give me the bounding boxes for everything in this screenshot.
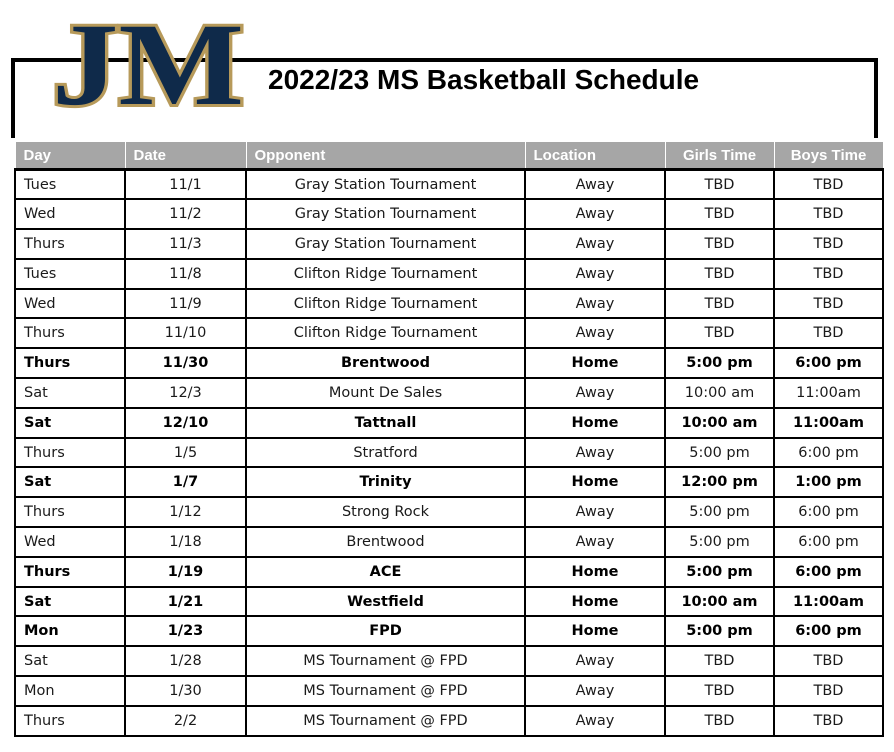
opponent-cell: Brentwood <box>246 348 525 378</box>
location-cell: Away <box>525 438 665 468</box>
day-cell: Wed <box>15 199 125 229</box>
girls-time-cell: TBD <box>665 318 774 348</box>
girls-time-cell: 5:00 pm <box>665 557 774 587</box>
boys-time-cell: 6:00 pm <box>774 438 883 468</box>
boys-time-cell: 1:00 pm <box>774 467 883 497</box>
table-row <box>15 676 883 706</box>
location-cell: Away <box>525 318 665 348</box>
column-header-location: Location <box>525 142 665 170</box>
opponent-cell: Gray Station Tournament <box>246 170 525 200</box>
day-cell: Wed <box>15 289 125 319</box>
girls-time-cell: TBD <box>665 706 774 736</box>
school-logo <box>48 6 248 116</box>
girls-time-cell: 12:00 pm <box>665 467 774 497</box>
table-row <box>15 497 883 527</box>
opponent-cell: FPD <box>246 616 525 646</box>
opponent-cell: Westfield <box>246 587 525 617</box>
boys-time-cell: TBD <box>774 706 883 736</box>
day-cell: Mon <box>15 616 125 646</box>
boys-time-cell: 6:00 pm <box>774 557 883 587</box>
day-cell: Tues <box>15 259 125 289</box>
girls-time-cell: 5:00 pm <box>665 527 774 557</box>
date-cell: 1/19 <box>125 557 246 587</box>
location-cell: Away <box>525 289 665 319</box>
table-row <box>15 378 883 408</box>
opponent-cell: Gray Station Tournament <box>246 199 525 229</box>
girls-time-cell: TBD <box>665 259 774 289</box>
boys-time-cell: 6:00 pm <box>774 497 883 527</box>
girls-time-cell: 5:00 pm <box>665 438 774 468</box>
date-cell: 11/30 <box>125 348 246 378</box>
location-cell: Away <box>525 706 665 736</box>
column-header-day: Day <box>15 142 125 170</box>
opponent-cell: Trinity <box>246 467 525 497</box>
opponent-cell: Gray Station Tournament <box>246 229 525 259</box>
table-row <box>15 616 883 646</box>
girls-time-cell: 5:00 pm <box>665 348 774 378</box>
day-cell: Sat <box>15 408 125 438</box>
location-cell: Away <box>525 170 665 200</box>
boys-time-cell: 6:00 pm <box>774 616 883 646</box>
table-row <box>15 408 883 438</box>
location-cell: Away <box>525 527 665 557</box>
schedule-table <box>14 141 884 737</box>
table-row <box>15 318 883 348</box>
location-cell: Home <box>525 557 665 587</box>
boys-time-cell: TBD <box>774 229 883 259</box>
location-cell: Home <box>525 467 665 497</box>
location-cell: Home <box>525 587 665 617</box>
boys-time-cell: 11:00am <box>774 408 883 438</box>
girls-time-cell: 10:00 am <box>665 378 774 408</box>
date-cell: 12/10 <box>125 408 246 438</box>
boys-time-cell: TBD <box>774 170 883 200</box>
day-cell: Mon <box>15 676 125 706</box>
date-cell: 1/12 <box>125 497 246 527</box>
boys-time-cell: TBD <box>774 318 883 348</box>
girls-time-cell: TBD <box>665 170 774 200</box>
date-cell: 11/1 <box>125 170 246 200</box>
opponent-cell: Strong Rock <box>246 497 525 527</box>
girls-time-cell: 5:00 pm <box>665 497 774 527</box>
header-row <box>15 142 883 170</box>
day-cell: Thurs <box>15 557 125 587</box>
table-row <box>15 199 883 229</box>
location-cell: Home <box>525 408 665 438</box>
boys-time-cell: TBD <box>774 676 883 706</box>
table-row <box>15 438 883 468</box>
table-row <box>15 706 883 736</box>
opponent-cell: Tattnall <box>246 408 525 438</box>
girls-time-cell: TBD <box>665 676 774 706</box>
girls-time-cell: TBD <box>665 229 774 259</box>
table-row <box>15 289 883 319</box>
opponent-cell: MS Tournament @ FPD <box>246 706 525 736</box>
location-cell: Away <box>525 259 665 289</box>
day-cell: Thurs <box>15 348 125 378</box>
location-cell: Away <box>525 646 665 676</box>
column-header-opponent: Opponent <box>246 142 525 170</box>
table-row <box>15 229 883 259</box>
girls-time-cell: 10:00 am <box>665 408 774 438</box>
table-row <box>15 170 883 200</box>
column-header-date: Date <box>125 142 246 170</box>
table-row <box>15 467 883 497</box>
boys-time-cell: TBD <box>774 646 883 676</box>
date-cell: 2/2 <box>125 706 246 736</box>
day-cell: Sat <box>15 378 125 408</box>
boys-time-cell: 11:00am <box>774 378 883 408</box>
date-cell: 1/30 <box>125 676 246 706</box>
date-cell: 1/23 <box>125 616 246 646</box>
day-cell: Thurs <box>15 706 125 736</box>
date-cell: 11/2 <box>125 199 246 229</box>
location-cell: Home <box>525 348 665 378</box>
girls-time-cell: TBD <box>665 199 774 229</box>
day-cell: Wed <box>15 527 125 557</box>
school-logo-text: JM <box>52 6 245 116</box>
date-cell: 1/18 <box>125 527 246 557</box>
column-header-boys-time: Boys Time <box>774 142 883 170</box>
opponent-cell: MS Tournament @ FPD <box>246 676 525 706</box>
date-cell: 1/7 <box>125 467 246 497</box>
opponent-cell: MS Tournament @ FPD <box>246 646 525 676</box>
date-cell: 1/21 <box>125 587 246 617</box>
date-cell: 11/10 <box>125 318 246 348</box>
day-cell: Thurs <box>15 438 125 468</box>
boys-time-cell: TBD <box>774 259 883 289</box>
table-row <box>15 348 883 378</box>
table-row <box>15 259 883 289</box>
date-cell: 11/9 <box>125 289 246 319</box>
location-cell: Away <box>525 378 665 408</box>
boys-time-cell: 11:00am <box>774 587 883 617</box>
table-row <box>15 557 883 587</box>
boys-time-cell: 6:00 pm <box>774 527 883 557</box>
date-cell: 1/5 <box>125 438 246 468</box>
location-cell: Away <box>525 497 665 527</box>
opponent-cell: Stratford <box>246 438 525 468</box>
date-cell: 12/3 <box>125 378 246 408</box>
location-cell: Away <box>525 199 665 229</box>
table-row <box>15 646 883 676</box>
day-cell: Sat <box>15 587 125 617</box>
date-cell: 11/3 <box>125 229 246 259</box>
opponent-cell: Clifton Ridge Tournament <box>246 289 525 319</box>
day-cell: Thurs <box>15 497 125 527</box>
girls-time-cell: TBD <box>665 289 774 319</box>
date-cell: 11/8 <box>125 259 246 289</box>
location-cell: Home <box>525 616 665 646</box>
table-row <box>15 527 883 557</box>
day-cell: Thurs <box>15 229 125 259</box>
opponent-cell: Mount De Sales <box>246 378 525 408</box>
page-title: 2022/23 MS Basketball Schedule <box>268 64 700 95</box>
girls-time-cell: 5:00 pm <box>665 616 774 646</box>
boys-time-cell: TBD <box>774 289 883 319</box>
opponent-cell: Clifton Ridge Tournament <box>246 259 525 289</box>
schedule-body <box>15 170 883 736</box>
location-cell: Away <box>525 229 665 259</box>
boys-time-cell: TBD <box>774 199 883 229</box>
location-cell: Away <box>525 676 665 706</box>
girls-time-cell: 10:00 am <box>665 587 774 617</box>
opponent-cell: Clifton Ridge Tournament <box>246 318 525 348</box>
day-cell: Thurs <box>15 318 125 348</box>
table-row <box>15 587 883 617</box>
girls-time-cell: TBD <box>665 646 774 676</box>
day-cell: Tues <box>15 170 125 200</box>
boys-time-cell: 6:00 pm <box>774 348 883 378</box>
opponent-cell: Brentwood <box>246 527 525 557</box>
day-cell: Sat <box>15 467 125 497</box>
day-cell: Sat <box>15 646 125 676</box>
column-header-girls-time: Girls Time <box>665 142 774 170</box>
date-cell: 1/28 <box>125 646 246 676</box>
opponent-cell: ACE <box>246 557 525 587</box>
